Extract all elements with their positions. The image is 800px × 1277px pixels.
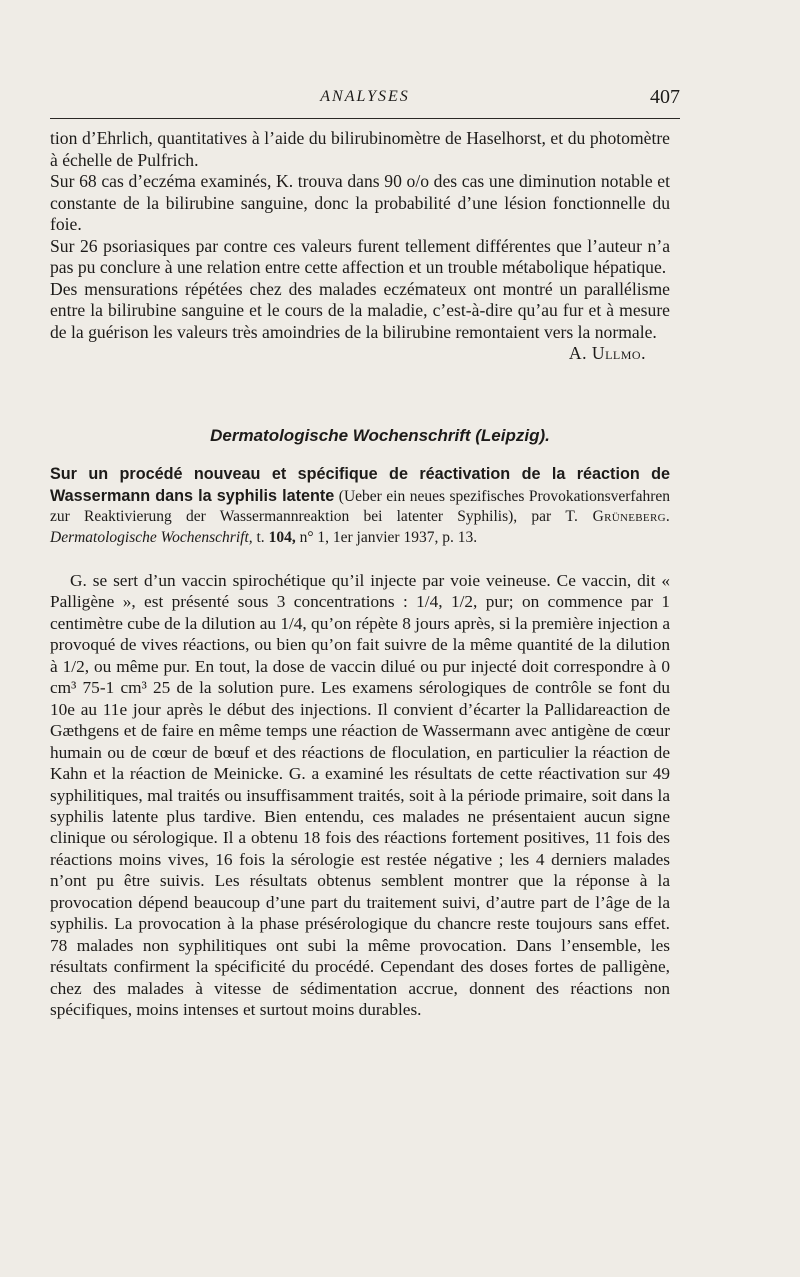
- page-number: 407: [650, 86, 680, 108]
- article-by: par: [531, 508, 552, 525]
- article-date: 1er janvier 1937,: [332, 528, 439, 546]
- article-issue: n° 1,: [299, 528, 330, 546]
- article-reference: [50, 464, 670, 548]
- article-author: T. Grüneberg.: [565, 508, 670, 525]
- review-paragraph-text: Des mensurations répétées chez des malades eczémateux ont montré un parallélisme entre la bilirubine sanguine et le cours de la maladie, c’est-à-dire qu’au fur et à mesure de la guérison les valeurs très amoindries de la bilirubine remontaient vers la normale.: [50, 278, 670, 342]
- running-title: ANALYSES: [320, 88, 410, 105]
- review-paragraph: tion d’Ehrlich, quantitatives à l’aide du bilirubinomètre de Haselhorst, et du photomètre à échelle de Pulfrich.: [50, 128, 670, 170]
- article-pages: p. 13.: [442, 528, 478, 546]
- review-paragraph: Sur 26 psoriasiques par contre ces valeurs furent tellement différentes que l’auteur n’a pas pu conclure à une relation entre cette affection et un trouble métabolique hépatique.: [50, 235, 670, 277]
- article-body: [50, 570, 670, 1021]
- header-rule: [50, 118, 680, 119]
- article-body-paragraph: G. se sert d’un vaccin spirochétique qu’il injecte par voie veineuse. Ce vaccin, dit « Palligène », est présenté sous 3 concentrations : 1/4, 1/2, pur; on commence par 1 centimètre cube de la dilution au 1/4, qu’on répète 8 jours après, si la première injection a provoqué de vives réactions, ou bien qu’on fait suivre de la même quantité de la dilution à 1/2, ou même pur. En tout, la dose de vaccin dilué ou pur injecté doit correspondre à 0 cm³ 75-1 cm³ 25 de la solution pure. Les examens sérologiques de contrôle se font du 10e au 11e jour après le début des injections. Il convient d’écarter la Pallidareaction de Gæthgens et de faire en même temps une réaction de Wassermann avec antigène de cœur humain ou de cœur de bœuf et des réactions de floculation, en particulier la réaction de Kahn et la réaction de Meinicke. G. a examiné les résultats de cette réactivation sur 49 syphilitiques, mal traités ou insuffisamment traités, soit à la période primaire, soit dans la syphilis latente plus tardive. Bien entendu, ces malades ne présentaient aucun signe clinique ou sérologique. Il a obtenu 18 fois des réactions fortement positives, 11 fois des réactions moins vives, 16 fois la sérologie est restée négative ; les 4 derniers malades n’ont pu être suivis. Les résultats obtenus semblent montrer que la réponse à la provocation dépend beaucoup d’une part du traitement suivi, d’autre part de l’âge de la syphilis. La provocation à la phase présérologique du chancre reste toujours sans effet. 78 malades non syphilitiques ont subi la même provocation. Dans l’ensemble, les résultats confirment la spécificité du procédé. Cependant des doses fortes de palligène, chez des malades à vitesse de sédimentation accrue, donnent des réactions non spécifiques, moins intenses et surtout moins durables.: [50, 571, 670, 1020]
- review-signature: A. Ullmo.: [568, 343, 646, 363]
- article-volume: 104,: [268, 528, 296, 546]
- journal-heading: Dermatologische Wochenschrift (Leipzig).: [210, 426, 550, 445]
- previous-review: [50, 128, 670, 365]
- running-head: [50, 86, 680, 110]
- article-original-title: (Ueber ein neues spezifisches Provokationsverfahren zur Reaktivierung der Wassermannreaktion bei latenter Syphilis),: [50, 487, 671, 525]
- review-paragraph: Sur 68 cas d’eczéma examinés, K. trouva dans 90 o/o des cas une diminution notable et constante de la bilirubine sanguine, donc la probabilité d’une lésion fonctionnelle du foie.: [50, 171, 670, 234]
- article-journal: Dermatologische Wochenschrift,: [50, 528, 253, 546]
- article-title: Sur un procédé nouveau et spécifique de réactivation de la réaction de Wassermann dans la syphilis latente: [50, 465, 670, 505]
- review-paragraph: [50, 278, 670, 363]
- article-volume-prefix: t.: [256, 528, 265, 546]
